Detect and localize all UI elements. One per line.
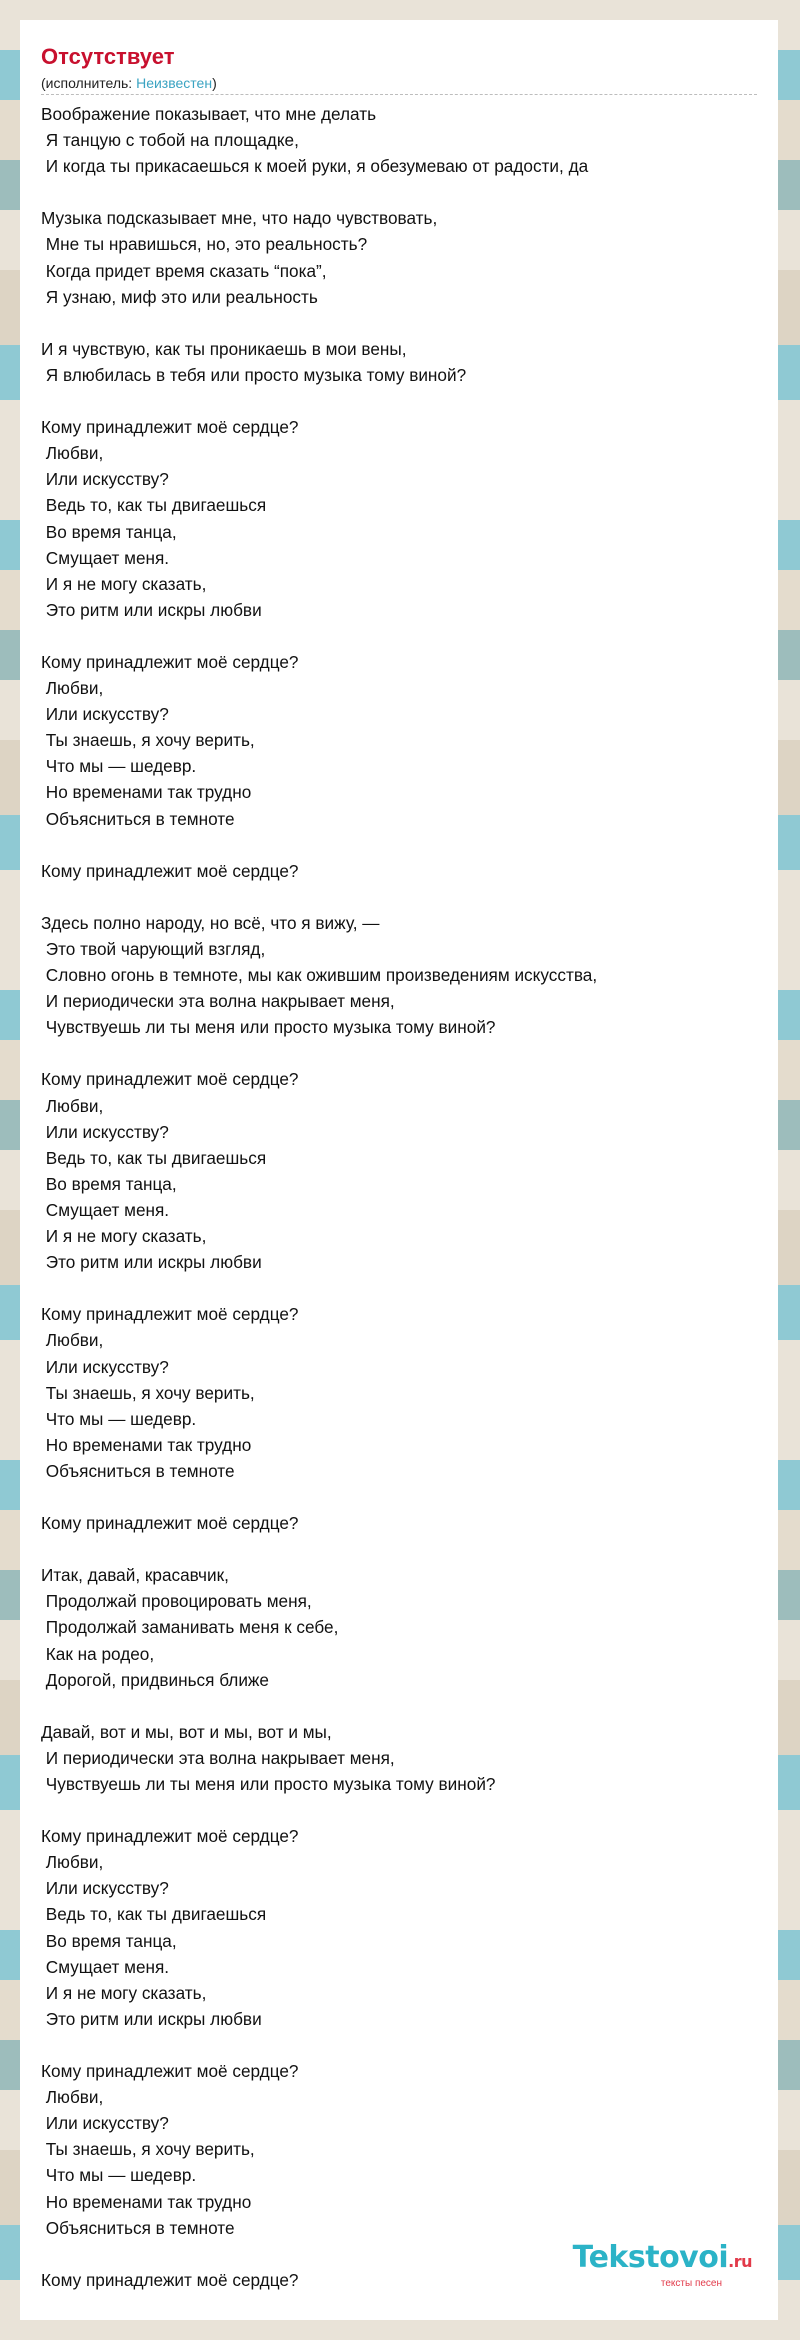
lyrics-line: Это ритм или искры любви xyxy=(41,599,262,620)
lyrics-line: Или искусству? xyxy=(41,2113,169,2134)
lyrics-line: Объясниться в темноте xyxy=(41,808,235,829)
lyrics-line: Кому принадлежит моё сердце? xyxy=(41,1826,299,1847)
lyrics-line: Кому принадлежит моё сердце? xyxy=(41,860,299,881)
lyrics-stanza xyxy=(41,1562,757,1692)
lyrics-line: Кому принадлежит моё сердце? xyxy=(41,1304,299,1325)
lyrics-line: Или искусству? xyxy=(41,1356,169,1377)
lyrics-line: Я влюбилась в тебя или просто музыка тому виной? xyxy=(41,364,467,385)
lyrics-line: И я не могу сказать, xyxy=(41,1226,207,1247)
artist-prefix: (исполнитель: xyxy=(41,75,137,91)
lyrics-stanza xyxy=(41,1066,757,1275)
lyrics-line: И я чувствую, как ты проникаешь в мои вены, xyxy=(41,338,407,359)
lyrics-line: Здесь полно народу, но всё, что я вижу, — xyxy=(41,912,380,933)
artist-suffix: ) xyxy=(212,75,217,91)
lyrics-line: Любви, xyxy=(41,678,104,699)
header-divider xyxy=(41,94,757,95)
lyrics-line: И периодически эта волна накрывает меня, xyxy=(41,1747,395,1768)
lyrics-stanza xyxy=(41,649,757,832)
lyrics-line: Ведь то, как ты двигаешься xyxy=(41,1147,267,1168)
lyrics-line: Ты знаешь, я хочу верить, xyxy=(41,730,255,751)
lyrics-line: Ты знаешь, я хочу верить, xyxy=(41,1382,255,1403)
lyrics-stanza xyxy=(41,2058,757,2241)
lyrics-line: Чувствуешь ли ты меня или просто музыка тому виной? xyxy=(41,1017,496,1038)
lyrics-line: Что мы — шедевр. xyxy=(41,1408,197,1429)
lyrics-line: Или искусству? xyxy=(41,469,169,490)
lyrics-line: Ты знаешь, я хочу верить, xyxy=(41,2139,255,2160)
lyrics-line: Любви, xyxy=(41,443,104,464)
lyrics-stanza xyxy=(41,205,757,309)
lyrics-line: Мне ты нравишься, но, это реальность? xyxy=(41,234,368,255)
lyrics-line: Кому принадлежит моё сердце? xyxy=(41,417,299,438)
lyrics-stanza xyxy=(41,1719,757,1797)
lyrics-line: Что мы — шедевр. xyxy=(41,756,197,777)
lyrics-line: Чувствуешь ли ты меня или просто музыка тому виной? xyxy=(41,1774,496,1794)
lyrics-line: Кому принадлежит моё сердце? xyxy=(41,651,299,672)
lyrics-line: Или искусству? xyxy=(41,704,169,725)
logo-wordmark xyxy=(573,2242,752,2278)
lyrics-line: Кому принадлежит моё сердце? xyxy=(41,1069,299,1090)
lyrics-line: Музыка подсказывает мне, что надо чувствовать, xyxy=(41,208,438,229)
lyrics-line: Ведь то, как ты двигаешься xyxy=(41,1904,267,1925)
lyrics-line: Кому принадлежит моё сердце? xyxy=(41,1513,299,1534)
logo-main-text: Tekstovoi xyxy=(572,2240,729,2275)
artist-link[interactable]: Неизвестен xyxy=(136,75,213,91)
lyrics-card xyxy=(20,20,778,2320)
logo-subtitle: тексты песен xyxy=(660,2278,722,2289)
lyrics-line: Воображение показывает, что мне делать xyxy=(41,104,377,124)
lyrics-line: Смущает меня. xyxy=(41,547,170,568)
site-logo[interactable] xyxy=(573,2242,752,2290)
lyrics-line: Как на родео, xyxy=(41,1643,155,1664)
lyrics-line: Когда придет время сказать “пока”, xyxy=(41,260,327,281)
lyrics-line: Ведь то, как ты двигаешься xyxy=(41,495,267,516)
lyrics-stanza xyxy=(41,858,757,884)
lyrics-line: Дорогой, придвинься ближе xyxy=(41,1669,269,1690)
lyrics-line: И когда ты прикасаешься к моей руки, я обезумеваю от радости, да xyxy=(41,156,589,177)
logo-tld: .ru xyxy=(728,2252,752,2271)
lyrics-line: Кому принадлежит моё сердце? xyxy=(41,2061,299,2082)
lyrics-line: Давай, вот и мы, вот и мы, вот и мы, xyxy=(41,1721,332,1742)
lyrics-line: Смущает меня. xyxy=(41,1956,170,1977)
lyrics-stanza xyxy=(41,1301,757,1484)
lyrics-stanza xyxy=(41,910,757,1040)
lyrics-line: Любви, xyxy=(41,1852,104,1873)
lyrics-line: Я узнаю, миф это или реальность xyxy=(41,286,318,307)
lyrics-line: Что мы — шедевр. xyxy=(41,2165,197,2186)
lyrics-line: Продолжай заманивать меня к себе, xyxy=(41,1617,339,1638)
lyrics-line: Продолжай провоцировать меня, xyxy=(41,1591,312,1612)
lyrics-stanza xyxy=(41,1823,757,2032)
lyrics-stanza xyxy=(41,414,757,623)
lyrics-line: Это твой чарующий взгляд, xyxy=(41,939,266,959)
lyrics-text xyxy=(41,101,757,2293)
lyrics-line: Но временами так трудно xyxy=(41,2191,252,2212)
lyrics-line: Я танцую с тобой на площадке, xyxy=(41,130,299,151)
lyrics-line: Любви, xyxy=(41,2087,104,2108)
lyrics-line: Кому принадлежит моё сердце? xyxy=(41,2269,299,2290)
lyrics-line: И я не могу сказать, xyxy=(41,573,207,594)
lyrics-line: Это ритм или искры любви xyxy=(41,1252,262,1273)
lyrics-line: Или искусству? xyxy=(41,1878,169,1899)
lyrics-line: Любви, xyxy=(41,1095,104,1116)
lyrics-line: Словно огонь в темноте, мы как ожившим произведениям искусства, xyxy=(41,965,598,986)
lyrics-line: Но временами так трудно xyxy=(41,782,252,803)
lyrics-line: И периодически эта волна накрывает меня, xyxy=(41,991,395,1012)
lyrics-line: Или искусству? xyxy=(41,1121,169,1142)
artist-line xyxy=(41,74,757,92)
lyrics-line: Объясниться в темноте xyxy=(41,1460,235,1481)
lyrics-line: Любви, xyxy=(41,1330,104,1351)
lyrics-line: Объясниться в темноте xyxy=(41,2217,235,2238)
lyrics-line: Это ритм или искры любви xyxy=(41,2008,262,2029)
lyrics-line: Во время танца, xyxy=(41,521,177,542)
lyrics-line: Во время танца, xyxy=(41,1173,177,1194)
lyrics-stanza xyxy=(41,1510,757,1536)
lyrics-stanza xyxy=(41,336,757,388)
lyrics-line: И я не могу сказать, xyxy=(41,1982,207,2003)
lyrics-line: Во время танца, xyxy=(41,1930,177,1951)
lyrics-line: Итак, давай, красавчик, xyxy=(41,1565,229,1586)
song-title: Отсутствует xyxy=(41,44,175,69)
lyrics-line: Но временами так трудно xyxy=(41,1434,252,1455)
lyrics-line: Смущает меня. xyxy=(41,1199,170,1220)
lyrics-stanza xyxy=(41,101,757,179)
